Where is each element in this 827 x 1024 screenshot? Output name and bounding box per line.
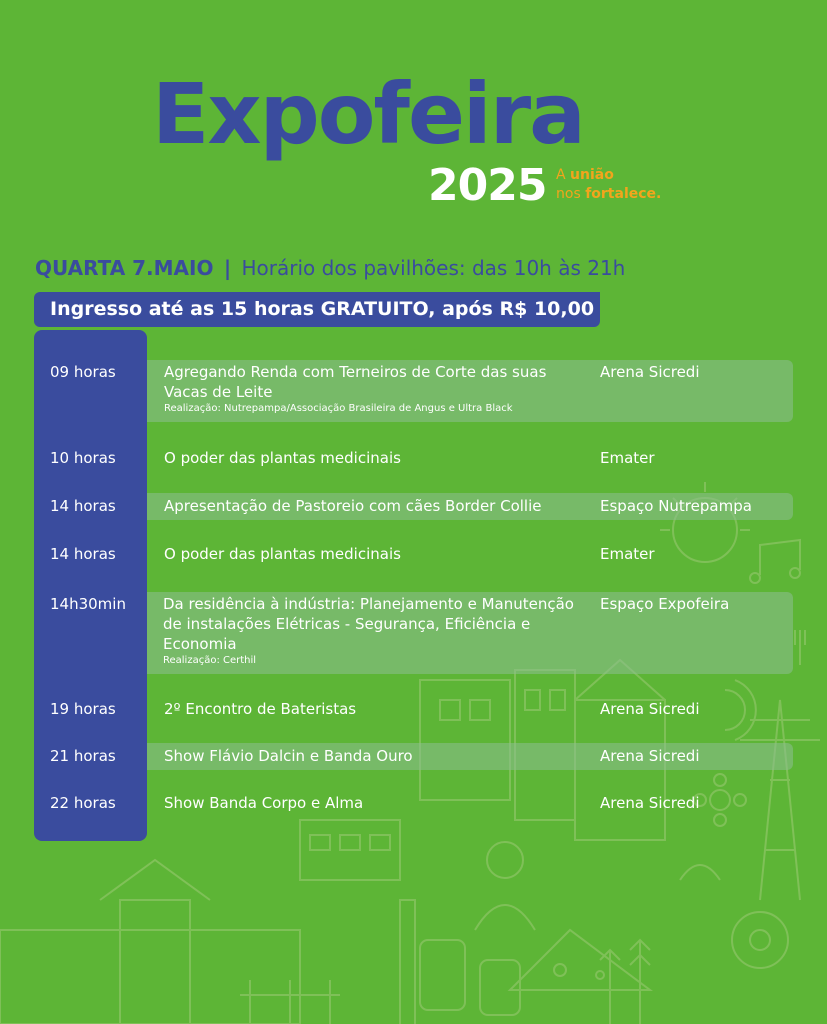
event-title-text: Da residência à indústria: Planejamento e Manutenção de instalações Elétricas - Segurança, Eficiência e Economia — [163, 595, 574, 653]
schedule-place: Emater — [600, 449, 655, 467]
person-icon — [487, 842, 523, 878]
schedule-event — [164, 544, 594, 564]
music-notes-icon — [760, 540, 800, 575]
schedule-place: Espaço Nutrepampa — [600, 497, 752, 515]
event-title-text: O poder das plantas medicinais — [164, 545, 401, 563]
flower-icon — [710, 790, 730, 810]
schedule-place: Arena Sicredi — [600, 363, 700, 381]
event-title-text: Agregando Renda com Terneiros de Corte das suas Vacas de Leite — [164, 363, 547, 401]
event-title-text: Show Banda Corpo e Alma — [164, 794, 364, 812]
schedule-event — [164, 448, 594, 468]
schedule-place: Espaço Expofeira — [600, 595, 730, 613]
schedule-time: 09 horas — [50, 363, 116, 381]
event-title-text: Apresentação de Pastoreio com cães Border Collie — [164, 497, 542, 515]
event-credit: Realização: Certhil — [163, 655, 257, 666]
schedule-event — [164, 362, 594, 415]
fork-icon — [795, 630, 805, 665]
schedule-time: 10 horas — [50, 449, 116, 467]
tower-icon — [740, 700, 820, 900]
day-separator: | — [223, 256, 232, 280]
event-title: Expofeira — [152, 65, 584, 163]
schedule-time: 14 horas — [50, 545, 116, 563]
event-title-text: 2º Encontro de Bateristas — [164, 700, 357, 718]
schedule-time: 19 horas — [50, 700, 116, 718]
schedule-event — [164, 746, 594, 766]
ticket-banner: Ingresso até as 15 horas GRATUITO, após R$ 10,00 — [34, 292, 600, 327]
schedule-place: Arena Sicredi — [600, 700, 700, 718]
event-year: 2025 — [428, 160, 547, 211]
schedule-event — [164, 496, 604, 516]
event-credit: Realização: Nutrepampa/Associação Brasileira de Angus e Ultra Black — [164, 403, 513, 414]
wheat-icon — [630, 940, 650, 1024]
slogan — [556, 166, 661, 204]
slogan-line-1-prefix: A — [556, 167, 571, 183]
schedule-event — [164, 793, 594, 813]
schedule-place: Emater — [600, 545, 655, 563]
schedule-time: 22 horas — [50, 794, 116, 812]
day-header — [35, 256, 625, 280]
schedule-time: 14 horas — [50, 497, 116, 515]
building-shape — [420, 680, 510, 800]
schedule-event — [164, 699, 594, 719]
slogan-line-1-emphasis: união — [570, 167, 614, 183]
cheese-icon — [510, 930, 650, 990]
schedule-event — [163, 594, 593, 667]
slogan-line-2-prefix: nos — [556, 186, 586, 202]
schedule-time: 21 horas — [50, 747, 116, 765]
schedule-place: Arena Sicredi — [600, 747, 700, 765]
slogan-line-1 — [556, 166, 661, 185]
slogan-line-2-emphasis: fortalece. — [585, 186, 662, 202]
event-title-text: O poder das plantas medicinais — [164, 449, 401, 467]
day-label: QUARTA 7.MAIO — [35, 256, 214, 280]
pavilion-hours: Horário dos pavilhões: das 10h às 21h — [241, 256, 626, 280]
schedule-time: 14h30min — [50, 595, 126, 613]
event-title-text: Show Flávio Dalcin e Banda Ouro — [164, 747, 413, 765]
slogan-line-2 — [556, 185, 661, 204]
schedule-place: Arena Sicredi — [600, 794, 700, 812]
